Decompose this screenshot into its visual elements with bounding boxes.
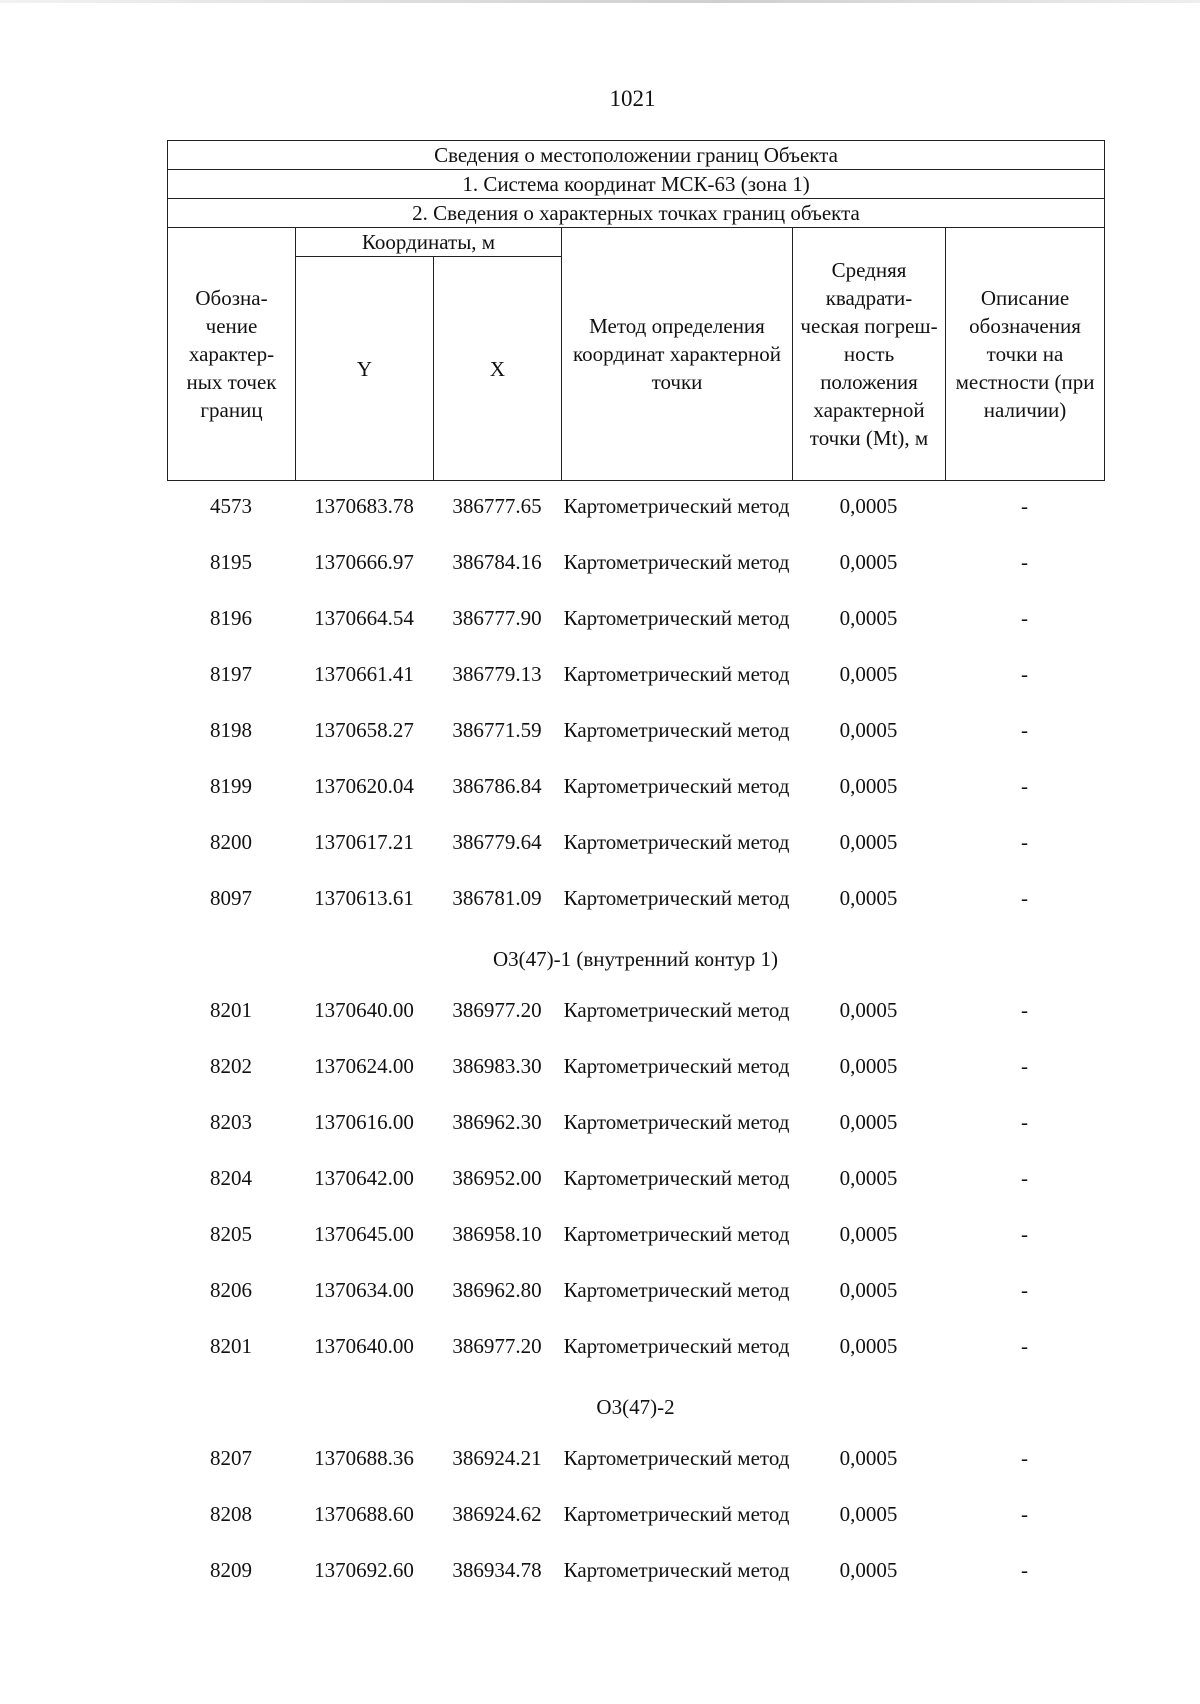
- table-row: [167, 716, 1104, 772]
- error-value: 0,0005: [839, 494, 898, 518]
- table-row: [167, 1164, 1104, 1220]
- error-value: 0,0005: [839, 1558, 898, 1582]
- method: Картометрический метод: [563, 1334, 790, 1358]
- method: Картометрический метод: [563, 830, 790, 854]
- point-id: 8197: [210, 662, 252, 686]
- coord-y: 1370624.00: [314, 1054, 414, 1078]
- table-subtitle: 2. Сведения о характерных точках границ объекта: [168, 199, 1105, 228]
- coord-x: 386962.30: [452, 1110, 542, 1134]
- point-id: 8209: [210, 1558, 252, 1582]
- method: Картометрический метод: [563, 494, 790, 518]
- point-id: 8198: [210, 718, 252, 742]
- coord-y: 1370658.27: [314, 718, 414, 742]
- description: -: [1021, 1222, 1028, 1246]
- point-id: 8208: [210, 1502, 252, 1526]
- boundary-header-table: [167, 140, 1105, 481]
- table-row: [167, 996, 1104, 1052]
- error-value: 0,0005: [839, 1166, 898, 1190]
- table-row: [167, 1444, 1104, 1500]
- point-id: 8201: [210, 998, 252, 1022]
- error-value: 0,0005: [839, 1054, 898, 1078]
- coord-y: 1370664.54: [314, 606, 414, 630]
- table-row: [167, 548, 1104, 604]
- coord-y: 1370645.00: [314, 1222, 414, 1246]
- method: Картометрический метод: [563, 886, 790, 910]
- method: Картометрический метод: [563, 998, 790, 1022]
- column-header-y: Y: [296, 257, 434, 481]
- coord-x: 386934.78: [452, 1558, 542, 1582]
- table-row: [167, 1276, 1104, 1332]
- table-row: [167, 884, 1104, 940]
- coord-x: 386924.62: [452, 1502, 542, 1526]
- column-header-method: Метод определения координат характерной точки: [562, 228, 793, 481]
- description: -: [1021, 606, 1028, 630]
- description: -: [1021, 1334, 1028, 1358]
- table-title: Сведения о местоположении границ Объекта: [168, 141, 1105, 170]
- point-id: 8207: [210, 1446, 252, 1470]
- point-id: 8201: [210, 1334, 252, 1358]
- table-row: [167, 1332, 1104, 1388]
- error-value: 0,0005: [839, 830, 898, 854]
- coord-y: 1370620.04: [314, 774, 414, 798]
- coord-y: 1370688.60: [314, 1502, 414, 1526]
- coord-x: 386781.09: [452, 886, 542, 910]
- error-value: 0,0005: [839, 1110, 898, 1134]
- point-id: 4573: [210, 494, 252, 518]
- description: -: [1021, 1278, 1028, 1302]
- description: -: [1021, 1166, 1028, 1190]
- description: -: [1021, 998, 1028, 1022]
- method: Картометрический метод: [563, 606, 790, 630]
- error-value: 0,0005: [839, 1446, 898, 1470]
- point-id: 8195: [210, 550, 252, 574]
- method: Картометрический метод: [563, 1502, 790, 1526]
- point-id: 8196: [210, 606, 252, 630]
- coord-y: 1370666.97: [314, 550, 414, 574]
- method: Картометрический метод: [563, 1222, 790, 1246]
- coord-x: 386771.59: [452, 718, 542, 742]
- coord-x: 386777.65: [452, 494, 542, 518]
- coord-x: 386983.30: [452, 1054, 542, 1078]
- error-value: 0,0005: [839, 1334, 898, 1358]
- method: Картометрический метод: [563, 718, 790, 742]
- description: -: [1021, 550, 1028, 574]
- table-row: [167, 1556, 1104, 1612]
- table-row: [167, 660, 1104, 716]
- error-value: 0,0005: [839, 606, 898, 630]
- coordinate-system: 1. Система координат МСК-63 (зона 1): [168, 170, 1105, 199]
- section-label: О3(47)-1 (внутренний контур 1): [492, 947, 779, 971]
- table-row: [167, 772, 1104, 828]
- description: -: [1021, 1054, 1028, 1078]
- coord-y: 1370642.00: [314, 1166, 414, 1190]
- table-row: [167, 492, 1104, 548]
- method: Картометрический метод: [563, 1054, 790, 1078]
- method: Картометрический метод: [563, 550, 790, 574]
- coord-y: 1370692.60: [314, 1558, 414, 1582]
- point-id: 8205: [210, 1222, 252, 1246]
- error-value: 0,0005: [839, 1278, 898, 1302]
- error-value: 0,0005: [839, 1502, 898, 1526]
- point-id: 8097: [210, 886, 252, 910]
- point-id: 8203: [210, 1110, 252, 1134]
- description: -: [1021, 886, 1028, 910]
- coord-x: 386977.20: [452, 998, 542, 1022]
- point-id: 8206: [210, 1278, 252, 1302]
- error-value: 0,0005: [839, 774, 898, 798]
- coord-x: 386952.00: [452, 1166, 542, 1190]
- description: -: [1021, 662, 1028, 686]
- point-id: 8199: [210, 774, 252, 798]
- coord-y: 1370683.78: [314, 494, 414, 518]
- description: -: [1021, 1110, 1028, 1134]
- coord-x: 386977.20: [452, 1334, 542, 1358]
- description: -: [1021, 494, 1028, 518]
- coord-y: 1370613.61: [314, 886, 414, 910]
- column-header-error: Средняя квадрати- ческая погреш- ность положения характерной точки (Mt), м: [793, 228, 946, 481]
- coord-y: 1370640.00: [314, 1334, 414, 1358]
- coord-x: 386777.90: [452, 606, 542, 630]
- method: Картометрический метод: [563, 1110, 790, 1134]
- method: Картометрический метод: [563, 1446, 790, 1470]
- coord-y: 1370616.00: [314, 1110, 414, 1134]
- description: -: [1021, 774, 1028, 798]
- page-number: 1021: [609, 86, 656, 111]
- coordinates-list: [167, 492, 1104, 1612]
- table-row: [167, 1108, 1104, 1164]
- description: -: [1021, 1558, 1028, 1582]
- coord-y: 1370640.00: [314, 998, 414, 1022]
- section-label: О3(47)-2: [596, 1395, 675, 1419]
- error-value: 0,0005: [839, 718, 898, 742]
- coord-y: 1370661.41: [314, 662, 414, 686]
- table-row: [167, 1052, 1104, 1108]
- method: Картометрический метод: [563, 1166, 790, 1190]
- method: Картометрический метод: [563, 1278, 790, 1302]
- table-row: [167, 604, 1104, 660]
- point-id: 8202: [210, 1054, 252, 1078]
- column-header-x: X: [434, 257, 562, 481]
- error-value: 0,0005: [839, 662, 898, 686]
- coord-x: 386779.64: [452, 830, 542, 854]
- coord-y: 1370688.36: [314, 1446, 414, 1470]
- column-header-description: Описание обозначения точки на местности (при наличии): [946, 228, 1105, 481]
- coord-x: 386786.84: [452, 774, 542, 798]
- description: -: [1021, 718, 1028, 742]
- coord-y: 1370617.21: [314, 830, 414, 854]
- point-id: 8200: [210, 830, 252, 854]
- scan-edge: [0, 0, 1200, 3]
- column-header-designation: Обозна- чение характер- ных точек границ: [168, 228, 296, 481]
- error-value: 0,0005: [839, 550, 898, 574]
- table-row: [167, 1500, 1104, 1556]
- method: Картометрический метод: [563, 774, 790, 798]
- description: -: [1021, 1446, 1028, 1470]
- table-row: [167, 1220, 1104, 1276]
- method: Картометрический метод: [563, 1558, 790, 1582]
- coord-x: 386958.10: [452, 1222, 542, 1246]
- error-value: 0,0005: [839, 1222, 898, 1246]
- coord-x: 386779.13: [452, 662, 542, 686]
- column-header-coordinates: Координаты, м: [296, 228, 562, 257]
- method: Картометрический метод: [563, 662, 790, 686]
- description: -: [1021, 1502, 1028, 1526]
- point-id: 8204: [210, 1166, 252, 1190]
- table-row: [167, 828, 1104, 884]
- error-value: 0,0005: [839, 886, 898, 910]
- error-value: 0,0005: [839, 998, 898, 1022]
- coord-x: 386784.16: [452, 550, 542, 574]
- description: -: [1021, 830, 1028, 854]
- coord-x: 386924.21: [452, 1446, 542, 1470]
- coord-y: 1370634.00: [314, 1278, 414, 1302]
- coord-x: 386962.80: [452, 1278, 542, 1302]
